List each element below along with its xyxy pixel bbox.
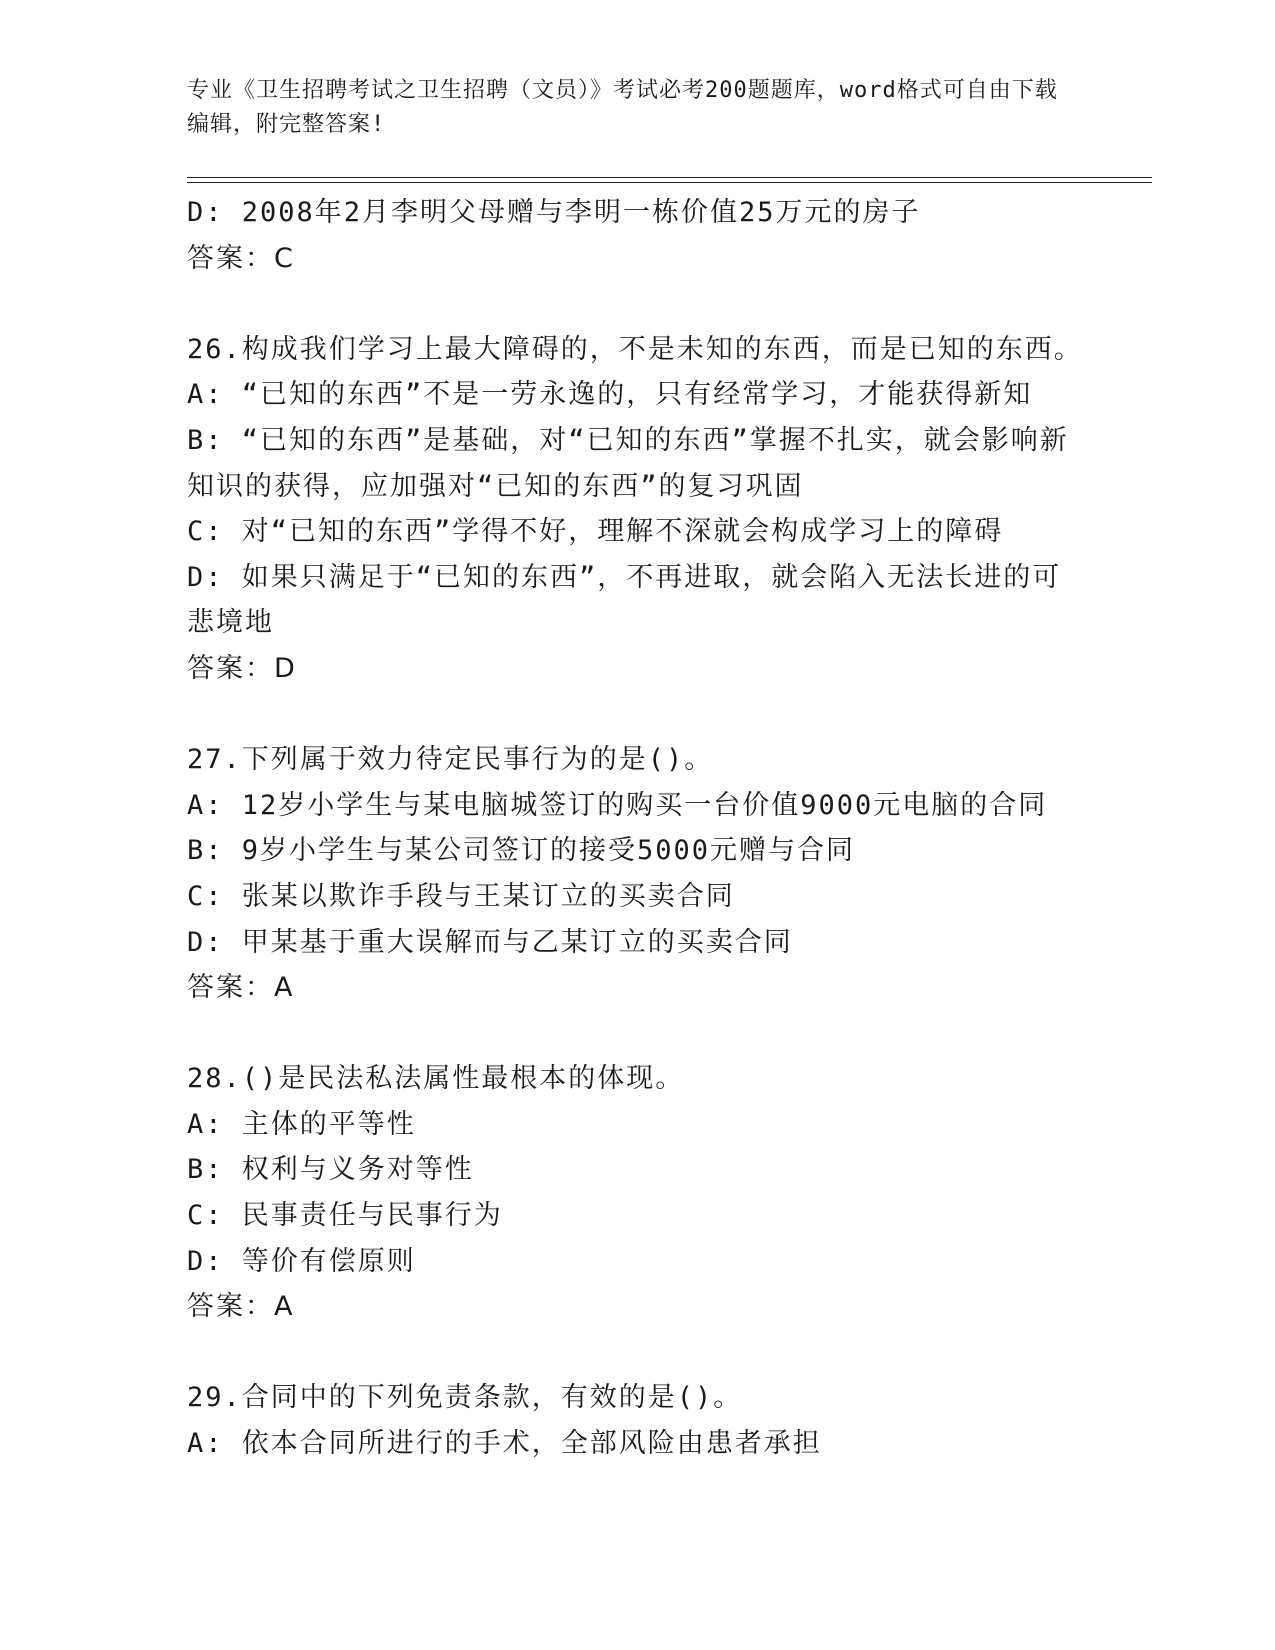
q28-answer: 答案：A [187, 1291, 295, 1323]
q29-option-a: A: 依本合同所进行的手术，全部风险由患者承担 [187, 1428, 822, 1460]
q27-option-c: C: 张某以欺诈手段与王某订立的买卖合同 [187, 880, 735, 912]
q28-option-c: C: 民事责任与民事行为 [187, 1200, 503, 1232]
q26-answer: 答案：D [187, 652, 297, 684]
q28-option-a: A: 主体的平等性 [187, 1108, 416, 1140]
q27-stem: 27.下列属于效力待定民事行为的是()。 [187, 744, 714, 776]
q28-option-b: B: 权利与义务对等性 [187, 1154, 474, 1186]
q28-option-d: D: 等价有偿原则 [187, 1245, 416, 1277]
q26-option-a: A: “已知的东西”不是一劳永逸的，只有经常学习，才能获得新知 [187, 379, 1033, 411]
q27-option-b: B: 9岁小学生与某公司签订的接受5000元赠与合同 [187, 835, 856, 867]
document-header: 专业《卫生招聘考试之卫生招聘（文员）》考试必考200题题库，word格式可自由下载编辑，附完整答案! [187, 78, 1058, 137]
q26-option-b: B: “已知的东西”是基础，对“已知的东西”掌握不扎实，就会影响新知识的获得，应加强对“已知的东西”的复习巩固 [187, 424, 1069, 502]
q28-stem: 28.()是民法私法属性最根本的体现。 [187, 1063, 685, 1095]
q25-answer: 答案：C [187, 242, 295, 274]
q27-option-d: D: 甲某基于重大误解而与乙某订立的买卖合同 [187, 926, 793, 958]
q25-option-d: D: 2008年2月李明父母赠与李明一栋价值25万元的房子 [187, 197, 921, 228]
q27-option-a: A: 12岁小学生与某电脑城签订的购买一台价值9000元电脑的合同 [187, 789, 1048, 821]
header-divider [187, 177, 1152, 183]
question-list [187, 190, 1087, 1467]
q26-option-d: D: 如果只满足于“已知的东西”，不再进取，就会陷入无法长进的可悲境地 [187, 561, 1062, 639]
q29-stem: 29.合同中的下列免责条款，有效的是()。 [187, 1382, 743, 1414]
q26-stem: 26.构成我们学习上最大障碍的，不是未知的东西，而是已知的东西。 [187, 333, 1083, 365]
q26-option-c: C: 对“已知的东西”学得不好，理解不深就会构成学习上的障碍 [187, 516, 1004, 548]
q27-answer: 答案：A [187, 972, 295, 1004]
